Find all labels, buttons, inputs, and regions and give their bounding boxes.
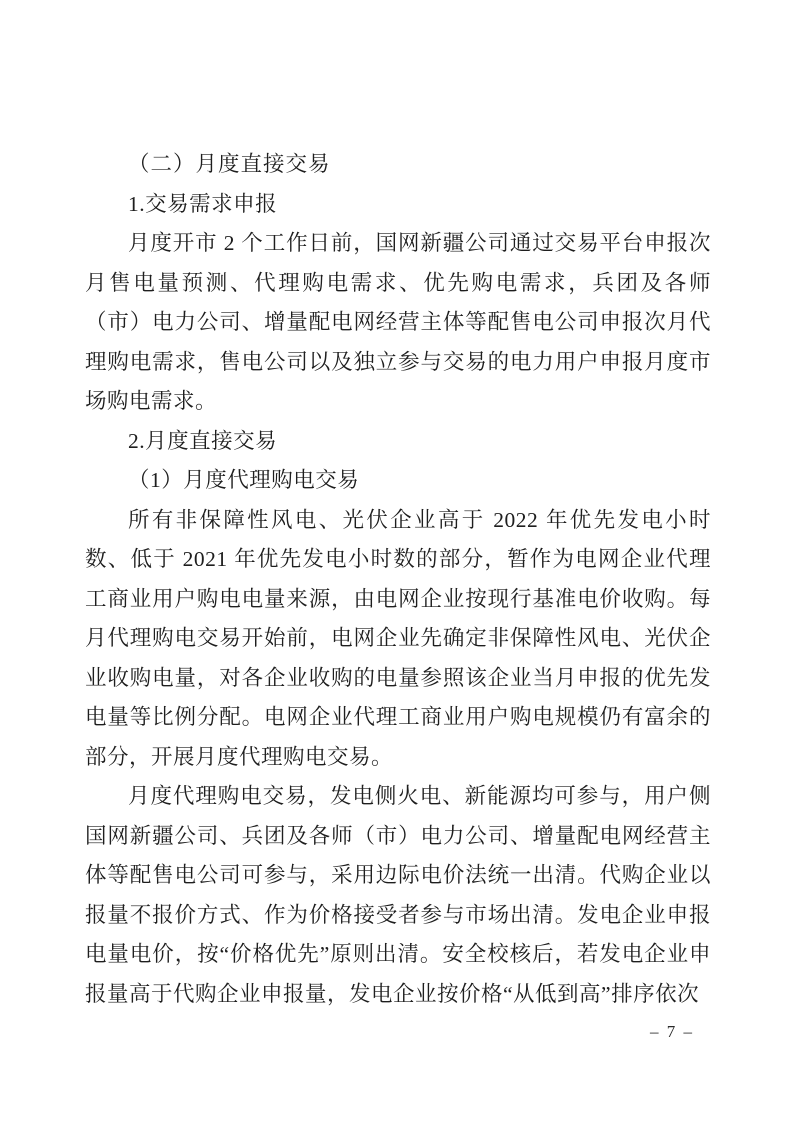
- paragraph-agent-purchase-rules: 所有非保障性风电、光伏企业高于 2022 年优先发电小时数、低于 2021 年优先发电小时数的部分，暂作为电网企业代理工商业用户购电电量来源，由电网企业按现行基准电价收购。每月代理购电交易开始前，电网企业先确定非保障性风电、光伏企业收购电量，对各企业收购的电量参照该企业当月申报的优先发电量等比例分配。电网企业代理工商业用户购电规模仍有富余的部分，开展月度代理购电交易。: [85, 507, 711, 769]
- subheading-trade-demand-declaration: 1.交易需求申报: [128, 191, 278, 216]
- document-body: [85, 145, 711, 1014]
- section-heading: （二）月度直接交易: [128, 152, 331, 176]
- paragraph-agent-purchase-clearing: 月度代理购电交易，发电侧火电、新能源均可参与，用户侧国网新疆公司、兵团及各师（市）电力公司、增量配电网经营主体等配售电公司可参与，采用边际电价法统一出清。代购企业以报量不报价方式、作为价格接受者参与市场出清。发电企业申报电量电价，按“价格优先”原则出清。安全校核后，若发电企业申报量高于代购企业申报量，发电企业按价格“从低到高”排序依次: [85, 784, 711, 1006]
- paragraph-demand-declaration: 月度开市 2 个工作日前，国网新疆公司通过交易平台申报次月售电量预测、代理购电需求、优先购电需求，兵团及各师（市）电力公司、增量配电网经营主体等配售电公司申报次月代理购电需求，售电公司以及独立参与交易的电力用户申报月度市场购电需求。: [85, 231, 711, 413]
- subheading-monthly-agent-purchase: （1）月度代理购电交易: [128, 468, 360, 492]
- subheading-monthly-direct-trade: 2.月度直接交易: [128, 428, 278, 453]
- page-number: – 7 –: [650, 1022, 694, 1041]
